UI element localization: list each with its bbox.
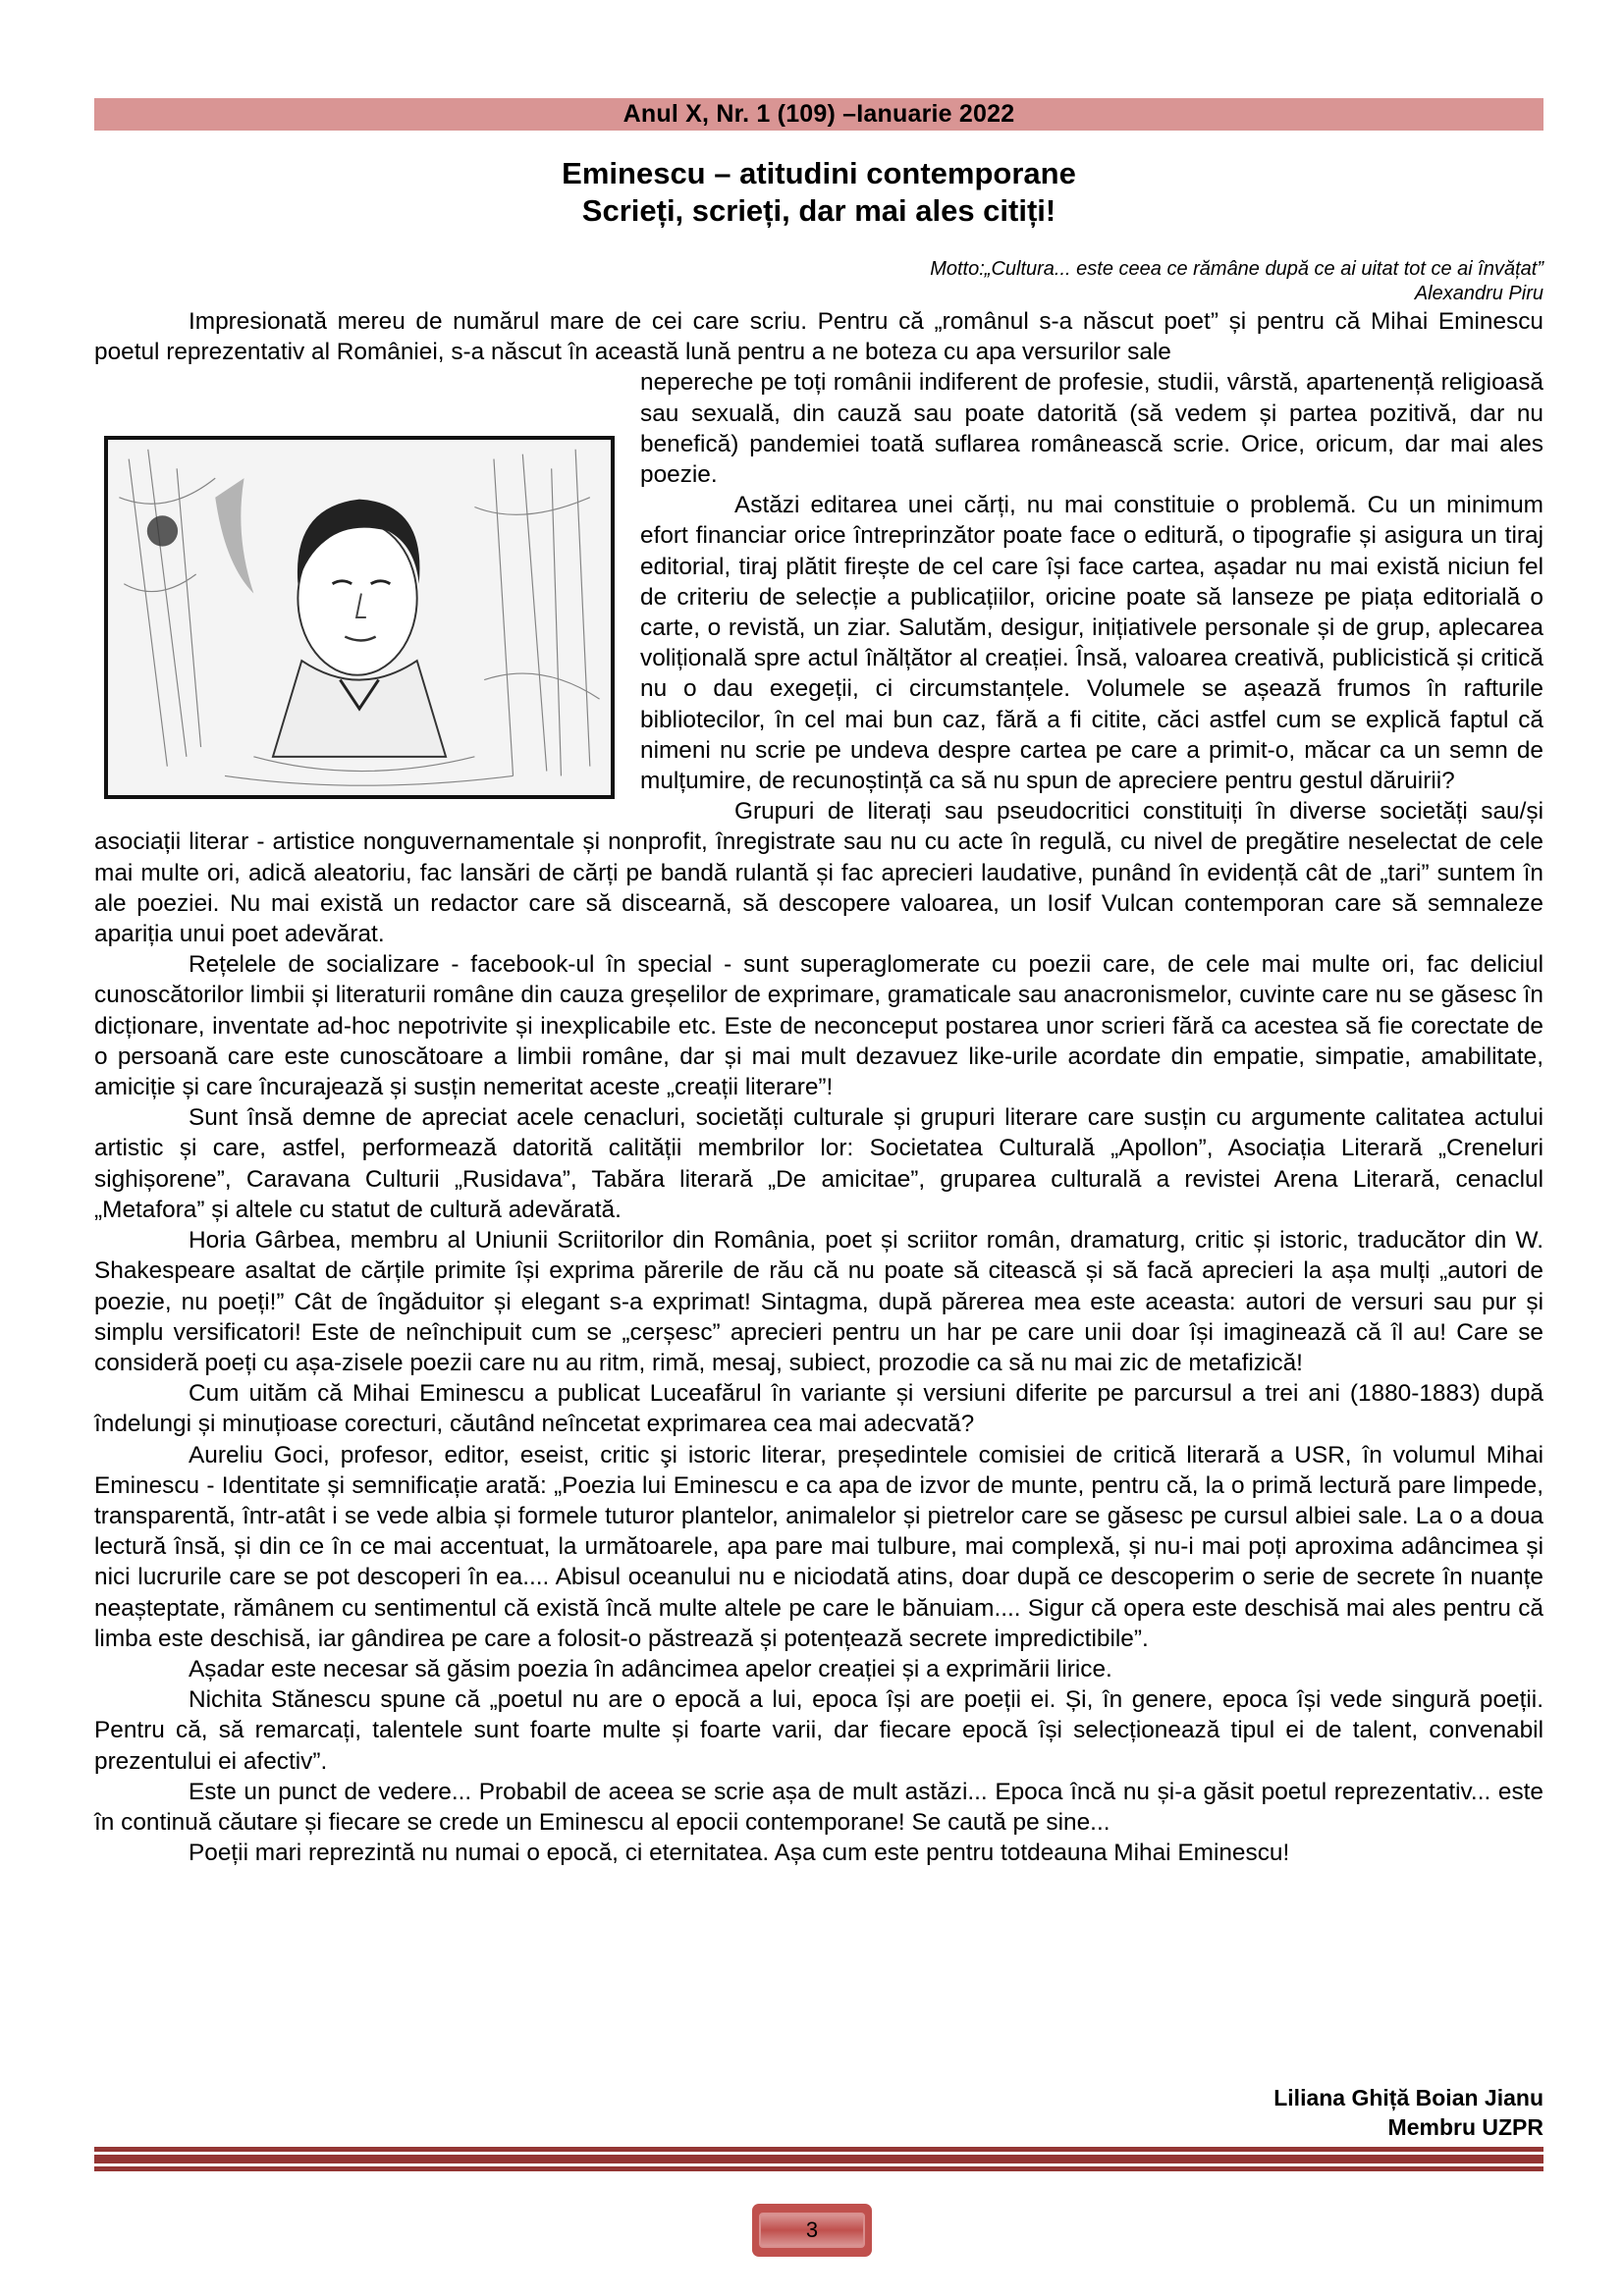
paragraph-4: Grupuri de literați sau pseudocritici constituiți în diverse societăți sau/și asociații literar - artistice nonguvernamentale și nonprofit, înregistrate sau nu cu acte în regulă, cu nivel de pregătire neselectat de cele mai multe ori, adică aleatoriu, fac lansări de cărți pe bandă rulantă și fac aprecieri laudative, punând în evidență cât de „tari” suntem în ale poeziei. Nu mai există un redactor care să discearnă, să descopere valoarea, un Iosif Vulcan contemporan care să semnaleze apariția unui poet adevărat. xyxy=(94,798,1543,948)
page-number-box xyxy=(752,2204,872,2257)
paragraph-3: Astăzi editarea unei cărți, nu mai constituie o problemă. Cu un minimum efort financiar orice întreprinzător poate face o editură, o tipografie și asigura un tiraj editorial, tiraj plătit firește de cel care își face cartea, așadar nu mai există niciun fel de criteriu de selecție a publicațiilor, oricine poate să lanseze pe piața editorială o carte, o revistă, un ziar. Salutăm, desigur, inițiativele personale și de grup, aplecarea volițională spre actul înălțător al creației. Însă, valoarea creativă, publicistică și critică nu o dau exegeții, ci circumstanțele. Volumele se așează frumos în rafturile bibliotecilor, în cel mai bun caz, fără a fi citite, căci astfel cum se explică faptul că nimeni nu scrie pe undeva despre cartea pe care a primit-o, măcar ca un semn de mulțumire, de recunoștință ca să nu spun de apreciere pentru gestul dăruirii? xyxy=(640,492,1543,795)
paragraph-5: Rețelele de socializare - facebook-ul în special - sunt superaglomerate cu poezii care, de cele mai multe ori, fac deliciul cunoscătorilor limbii și literaturii române din cauza greșelilor de exprimare, gramaticale sau anacronismelor, cuvinte care nu se găsesc în dicționare, inventate ad-hoc nepotrivite și inexplicabile etc. Este de neconceput postarea unor scrieri fără ca acestea să fie corectate de o persoană care este cunoscătoare a limbii române, dar și mai mult dezavuez like-urile acordate din empatie, simpatie, amabilitate, amiciție și care încurajează și susțin nemeritat aceste „creații literare”! xyxy=(94,951,1543,1101)
issue-header-band xyxy=(94,98,1543,131)
eminescu-portrait-image xyxy=(104,436,615,799)
article-title xyxy=(94,155,1543,230)
motto xyxy=(930,257,1543,306)
motto-text: Motto:„Cultura... este ceea ce rămâne după ce ai uitat tot ce ai învățat” xyxy=(930,258,1543,280)
paragraph-2: nepereche pe toți românii indiferent de profesie, studii, vârstă, apartenență religioasă sau sexuală, din cauză sau poate datorită (să vedem și partea pozitivă, dar nu benefică) pandemiei toată suflarea românească scrie. Orice, oricum, dar mai ales poezie. xyxy=(640,369,1543,489)
article-body xyxy=(94,306,1543,1868)
footer-rule-thick xyxy=(94,2155,1543,2163)
paragraph-9: Aureliu Goci, profesor, editor, eseist, critic şi istoric literar, președintele comisiei de critică literară a USR, în volumul Mihai Eminescu - Identitate și semnificație arată: „Poezia lui Eminescu e ca apa de izvor de munte, pentru că, la o primă lectură pare limpede, transparentă, într-atât i se vede albia și formele tuturor plantelor, animalelor și pietrelor care se găsesc pe cursul albiei sale. La o a doua lectură însă, și din ce în ce mai accentuat, la următoarele, apa pare mai tulbure, mai complexă, și nu-i mai poți aproxima adâncimea și nici lucrurile care se pot descoperi în ea.... Abisul oceanului nu e niciodată atins, doar după ce descoperim o serie de secrete în nuanțe neașteptate, rămânem cu sentimentul că există încă multe altele pe care le bănuiam.... Sigur că opera este deschisă mai ales pentru că limba este deschisă, iar gândirea pe care a folosit-o păstrează și potențează secrete impredictibile”. xyxy=(94,1441,1543,1652)
paragraph-6: Sunt însă demne de apreciat acele cenacluri, societăți culturale și grupuri literare care susțin cu argumente calitatea actului artistic și care, astfel, performează datorită calității membrilor lor: Societatea Culturală „Apollon”, Asociația Literară „Creneluri sighișorene”, Caravana Culturii „Rusidava”, Tabăra literară „De amicitae”, gruparea culturală a revistei Arena Literară, cenaclul „Metafora” și altele cu statut de cultură adevărată. xyxy=(94,1104,1543,1223)
paragraph-8: Cum uităm că Mihai Eminescu a publicat Luceafărul în variante și versiuni diferite pe parcursul a trei ani (1880-1883) după îndelungi și minuțioase corecturi, căutând neîncetat exprimarea cea mai adecvată? xyxy=(94,1380,1543,1438)
article-title-line2: Scrieți, scrieți, dar mai ales citiți! xyxy=(581,193,1056,228)
paragraph-7: Horia Gârbea, membru al Uniunii Scriitorilor din România, poet și scriitor român, dramaturg, critic și istoric, traducător din W. Shakespeare asaltat de cărțile primite își exprima părerile de rău că nu poate să citească și să facă aprecieri la așa mulți „autori de poezie, nu poeți!” Cât de îngăduitor și elegant s-a exprimat! Sintagma, după părerea mea este aceasta: autori de versuri sau pur și simplu versificatori! Este de neînchipuit cum se „cerșesc” aprecieri pentru un har pe care unii doar își imaginează că îl au! Care se consideră poeți cu așa-zisele poezii care nu au ritm, rimă, mesaj, subiect, prozodie ca să nu mai zic de metafizică! xyxy=(94,1227,1543,1376)
article-title-line1: Eminescu – atitudini contemporane xyxy=(562,156,1076,190)
paragraph-12: Este un punct de vedere... Probabil de aceea se scrie așa de mult astăzi... Epoca încă nu și-a găsit poetul reprezentativ... este în continuă căutare și fiecare se crede un Eminescu al epocii contemporane! Se caută pe sine... xyxy=(94,1778,1543,1836)
paragraph-10: Așadar este necesar să găsim poezia în adâncimea apelor creației și a exprimării lirice. xyxy=(189,1655,1112,1682)
footer-rule-thin-bottom xyxy=(94,2166,1543,2171)
author-signature xyxy=(1273,2083,1543,2142)
author-role: Membru UZPR xyxy=(1387,2114,1543,2140)
paragraph-1: Impresionată mereu de numărul mare de cei care scriu. Pentru că „românul s-a născut poet” și pentru că Mihai Eminescu poetul reprezentativ al României, s-a născut în această lună pentru a ne boteza cu apa versurilor sale xyxy=(94,308,1543,366)
paragraph-13: Poeții mari reprezintă nu numai o epocă, ci eternitatea. Așa cum este pentru totdeauna Mihai Eminescu! xyxy=(189,1840,1290,1867)
portrait-drawing xyxy=(108,440,611,795)
page-number: 3 xyxy=(805,2217,819,2242)
footer-rule-thin-top xyxy=(94,2147,1543,2152)
author-name: Liliana Ghiță Boian Jianu xyxy=(1273,2085,1543,2110)
motto-author: Alexandru Piru xyxy=(1414,283,1543,304)
issue-label: Anul X, Nr. 1 (109) –Ianuarie 2022 xyxy=(623,100,1015,128)
paragraph-11: Nichita Stănescu spune că „poetul nu are o epocă a lui, epoca își are poeții ei. Și, în genere, epoca își vede singură poeții. Pentru că, să remarcați, talentele sunt foarte multe și foarte varii, dar fiecare epocă își selecționează tipul ei de talent, convenabil prezentului ei afectiv”. xyxy=(94,1686,1543,1775)
